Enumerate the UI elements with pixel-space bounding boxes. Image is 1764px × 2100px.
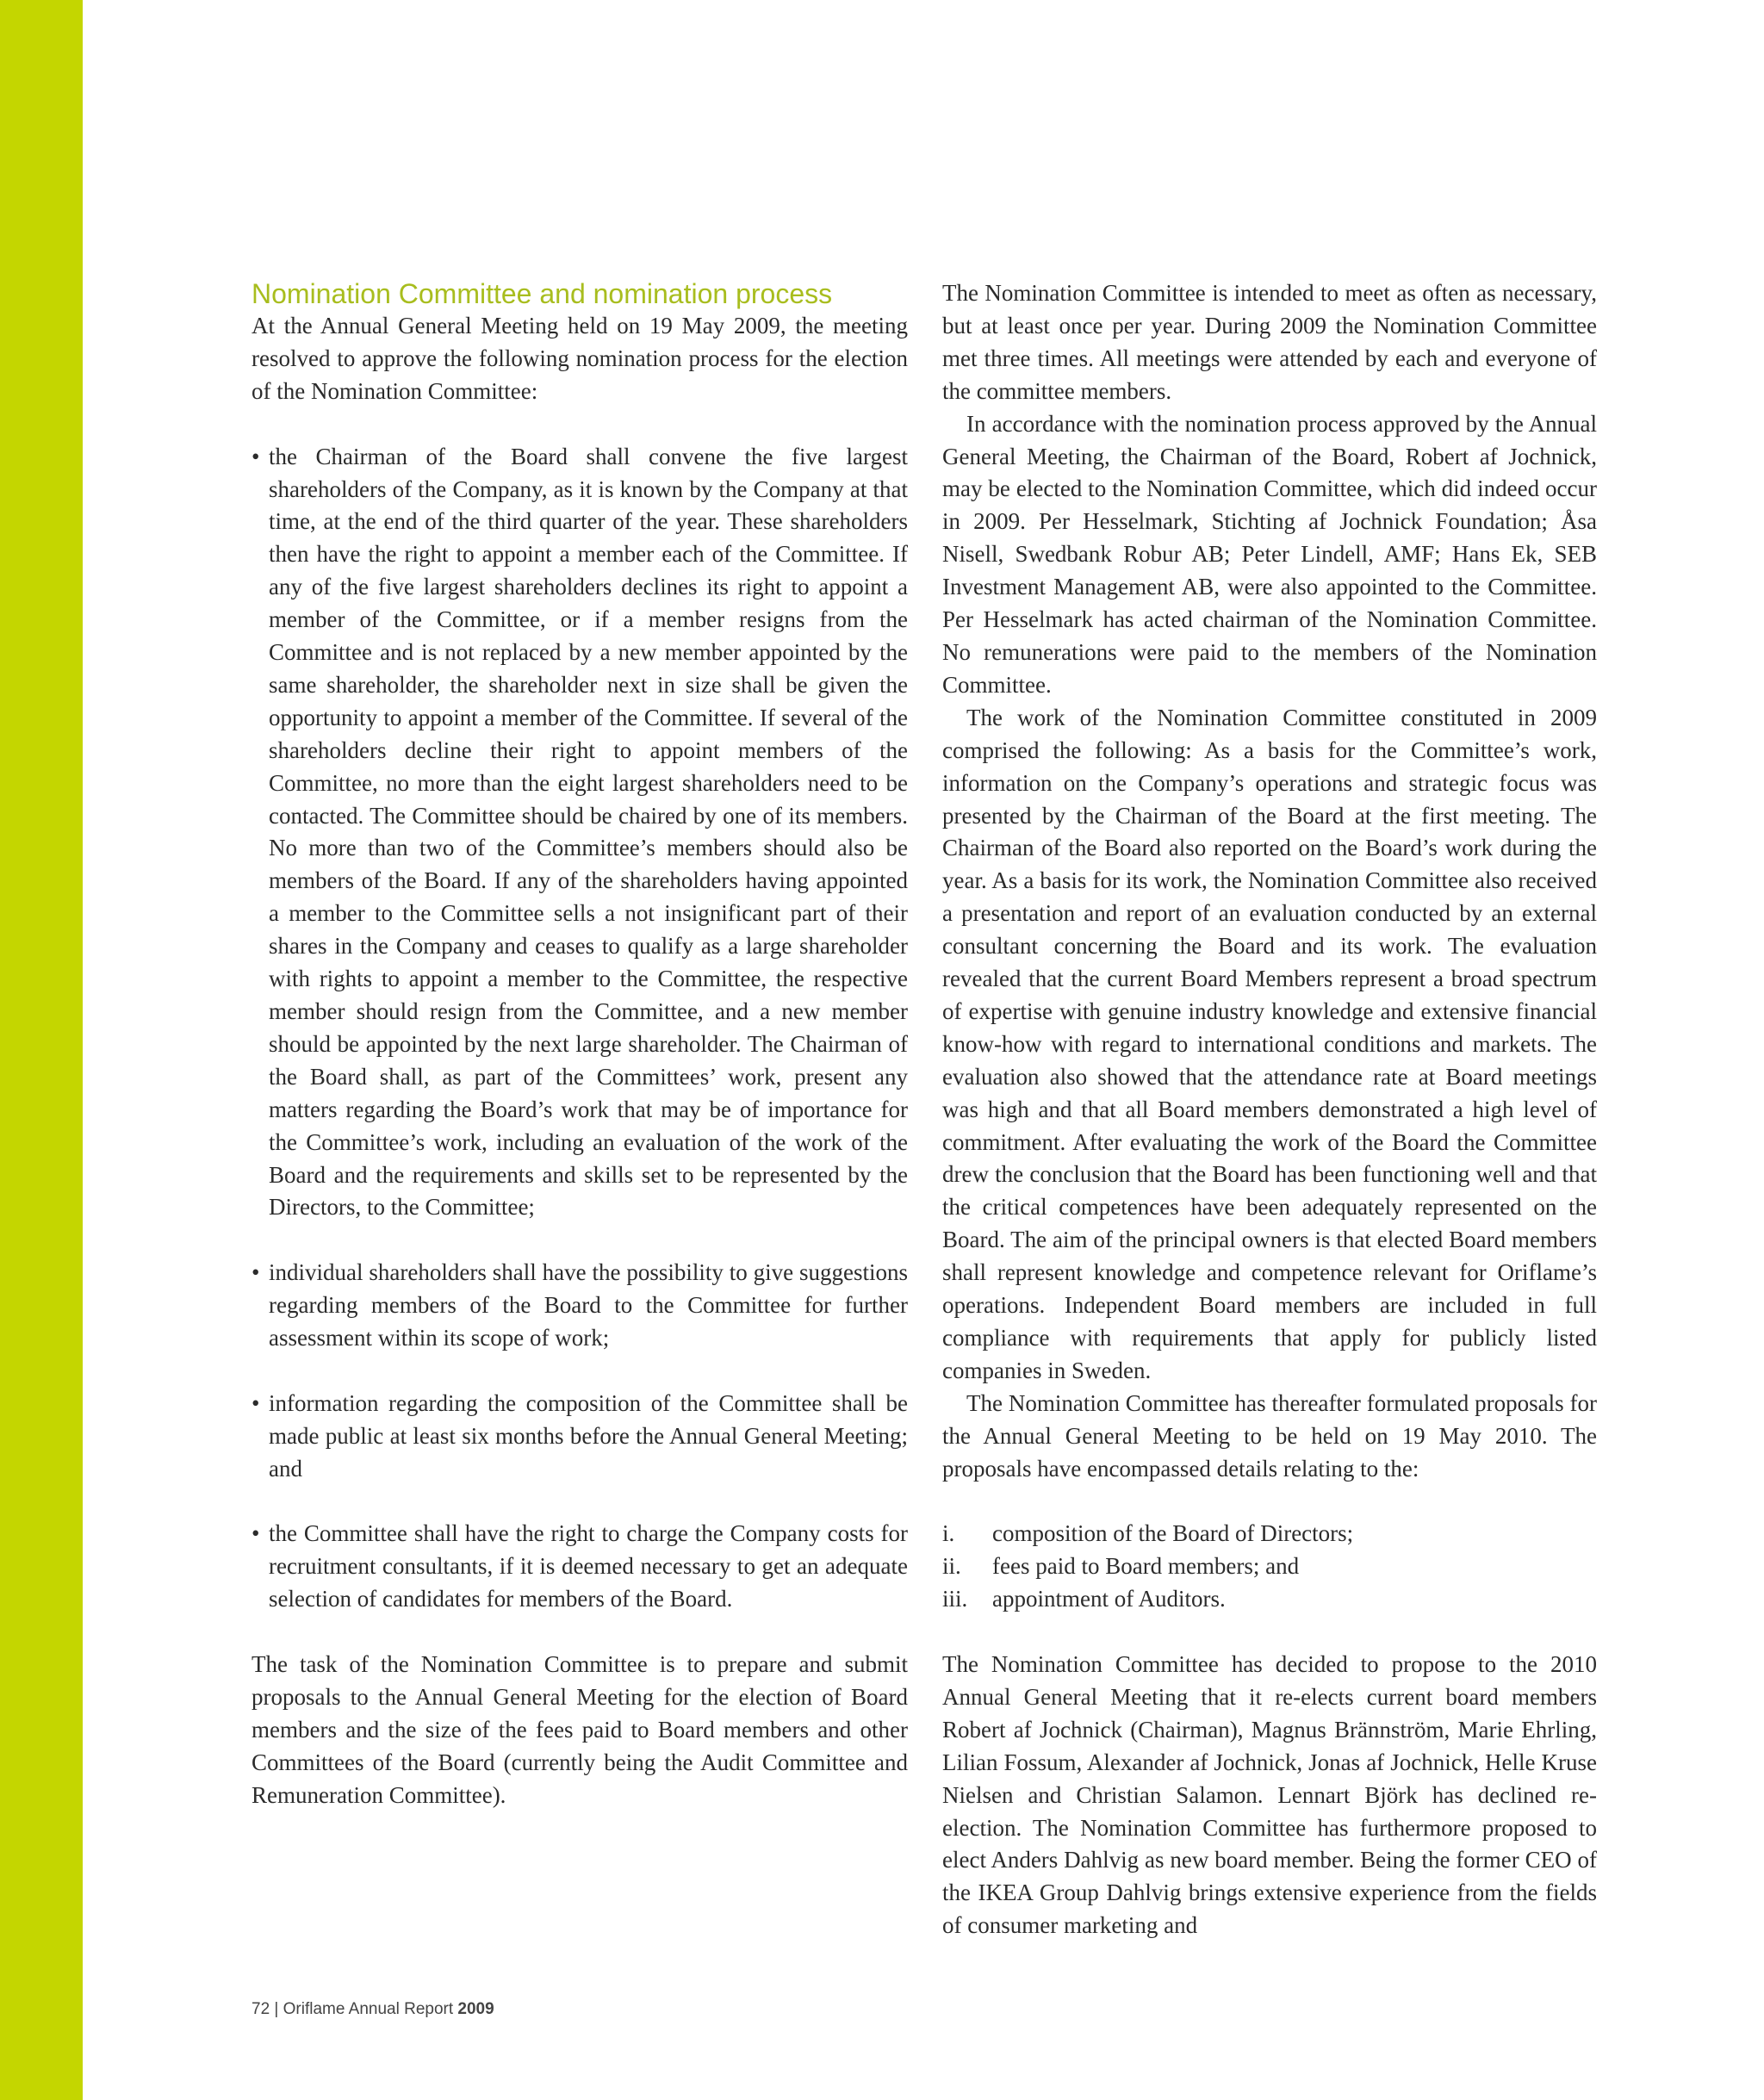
footer-separator: | — [274, 2000, 279, 2018]
list-item — [942, 1550, 1597, 1583]
list-item — [942, 1583, 1597, 1616]
nomination-process-list — [252, 441, 908, 1617]
page-number: 72 — [252, 2000, 270, 2018]
list-number: iii. — [942, 1586, 968, 1612]
list-text: appointment of Auditors. — [992, 1586, 1226, 1612]
report-title: Oriflame Annual Report — [283, 2000, 454, 2018]
report-year: 2009 — [457, 2000, 494, 2018]
paragraph: The work of the Nomination Committee constituted in 2009 comprised the following: As a basis for the Committee’s work, information on the Company’s operations and strategic focus was presented by the Chairman of the Board at the first meeting. The Chairman of the Board also reported on the Board’s work during the year. As a basis for its work, the Nomination Committee also received a presentation and report of an evaluation conducted by an external consultant concerning the Board and its work. The evaluation revealed that the current Board Members represent a broad spectrum of expertise with genuine industry knowledge and extensive financial know-how with regard to international conditions and markets. The evaluation also showed that the attendance rate at Board meetings was high and that all Board members demonstrated a high level of commitment. After evaluating the work of the Board the Committee drew the conclusion that the Board has been functioning well and that the critical competences have been adequately represented on the Board. The aim of the principal owners is that elected Board members shall represent knowledge and competence relevant for Oriflame’s operations. Independent Board members are included in full compliance with requirements that apply for publicly listed companies in Sweden. — [942, 704, 1597, 1383]
left-column — [252, 277, 908, 1812]
accent-side-bar — [0, 0, 83, 2100]
paragraph: In accordance with the nomination process approved by the Annual General Meeting, the Chairman of the Board, Robert af Jochnick, may be elected to the Nomination Committee, which did indeed occur in 2009. Per Hesselmark, Stichting af Jochnick Foundation; Åsa Nisell, Swedbank Robur AB; Peter Lindell, AMF; Hans Ek, SEB Investment Management AB, were also appointed to the Committee. Per Hesselmark has acted chairman of the Nomination Committee. No remunerations were paid to the members of the Nomination Committee. — [942, 410, 1597, 698]
list-number: i. — [942, 1520, 955, 1547]
intro-paragraph: At the Annual General Meeting held on 19 May 2009, the meeting resolved to approve the following nomination process for the election of the Nomination Committee: — [252, 313, 908, 404]
section-heading: Nomination Committee and nomination process — [252, 278, 833, 309]
list-text: composition of the Board of Directors; — [992, 1520, 1354, 1547]
paragraph: The Nomination Committee has thereafter formulated proposals for the Annual General Meeting to be held on 19 May 2010. The proposals have encompassed details relating to the: — [942, 1389, 1597, 1482]
list-item: • the Chairman of the Board shall convene the five largest shareholders of the Company, as it is known by the Company at that time, at the end of the third quarter of the year. These shareholders then have the right to appoint a member each of the Committee. If any of the five largest shareholders declines its right to appoint a member of the Committee, or if a member resigns from the Committee and is not replaced by a new member appointed by the same shareholder, the shareholder next in size shall be given the opportunity to appoint a member of the Committee. If several of the shareholders decline their right to appoint members of the Committee, no more than the eight largest shareholders need to be contacted. The Committee should be chaired by one of its members. No more than two of the Committee’s members should also be members of the Board. If any of the shareholders having appointed a member to the Committee sells a not insignificant part of their shares in the Company and ceases to qualify as a large shareholder with rights to appoint a member to the Committee, the respective member should resign from the Committee, and a new member should be appointed by the next large shareholder. The Chairman of the Board shall, as part of the Committees’ work, present any matters regarding the Board’s work that may be of importance for the Committee’s work, including an evaluation of the work of the Board and the requirements and skills set to be represented by the Directors, to the Committee; — [252, 441, 908, 1225]
list-item: • the Committee shall have the right to charge the Company costs for recruitment consultants, if it is deemed necessary to get an adequate selection of candidates for members of the Board. — [252, 1518, 908, 1616]
paragraph: The Nomination Committee has decided to propose to the 2010 Annual General Meeting that it re-elects current board members Robert af Jochnick (Chairman), Magnus Brännström, Marie Ehrling, Lilian Fossum, Alexander af Jochnick, Jonas af Jochnick, Helle Kruse Nielsen and Christian Salamon. Lennart Björk has declined re-election. The Nomination Committee has furthermore proposed to elect Anders Dahlvig as new board member. Being the former CEO of the IKEA Group Dahlvig brings extensive experience from the fields of consumer marketing and — [942, 1651, 1597, 1939]
paragraph: The Nomination Committee is intended to meet as often as necessary, but at least once per year. During 2009 the Nomination Committee met three times. All meetings were attended by each and everyone of the committee members. — [942, 280, 1597, 404]
proposal-list — [942, 1518, 1597, 1616]
list-text: fees paid to Board members; and — [992, 1553, 1300, 1580]
right-column — [942, 277, 1597, 1942]
list-item: • information regarding the composition of the Committee shall be made public at least six months before the Annual General Meeting; and — [252, 1388, 908, 1486]
list-number: ii. — [942, 1553, 961, 1580]
list-item: • individual shareholders shall have the possibility to give suggestions regarding members of the Board to the Committee for further assessment within its scope of work; — [252, 1257, 908, 1355]
page-footer — [252, 2000, 494, 2019]
task-paragraph: The task of the Nomination Committee is to prepare and submit proposals to the Annual General Meeting for the election of Board members and the size of the fees paid to Board members and other Committees of the Board (currently being the Audit Committee and Remuneration Committee). — [252, 1651, 908, 1808]
list-item — [942, 1518, 1597, 1550]
